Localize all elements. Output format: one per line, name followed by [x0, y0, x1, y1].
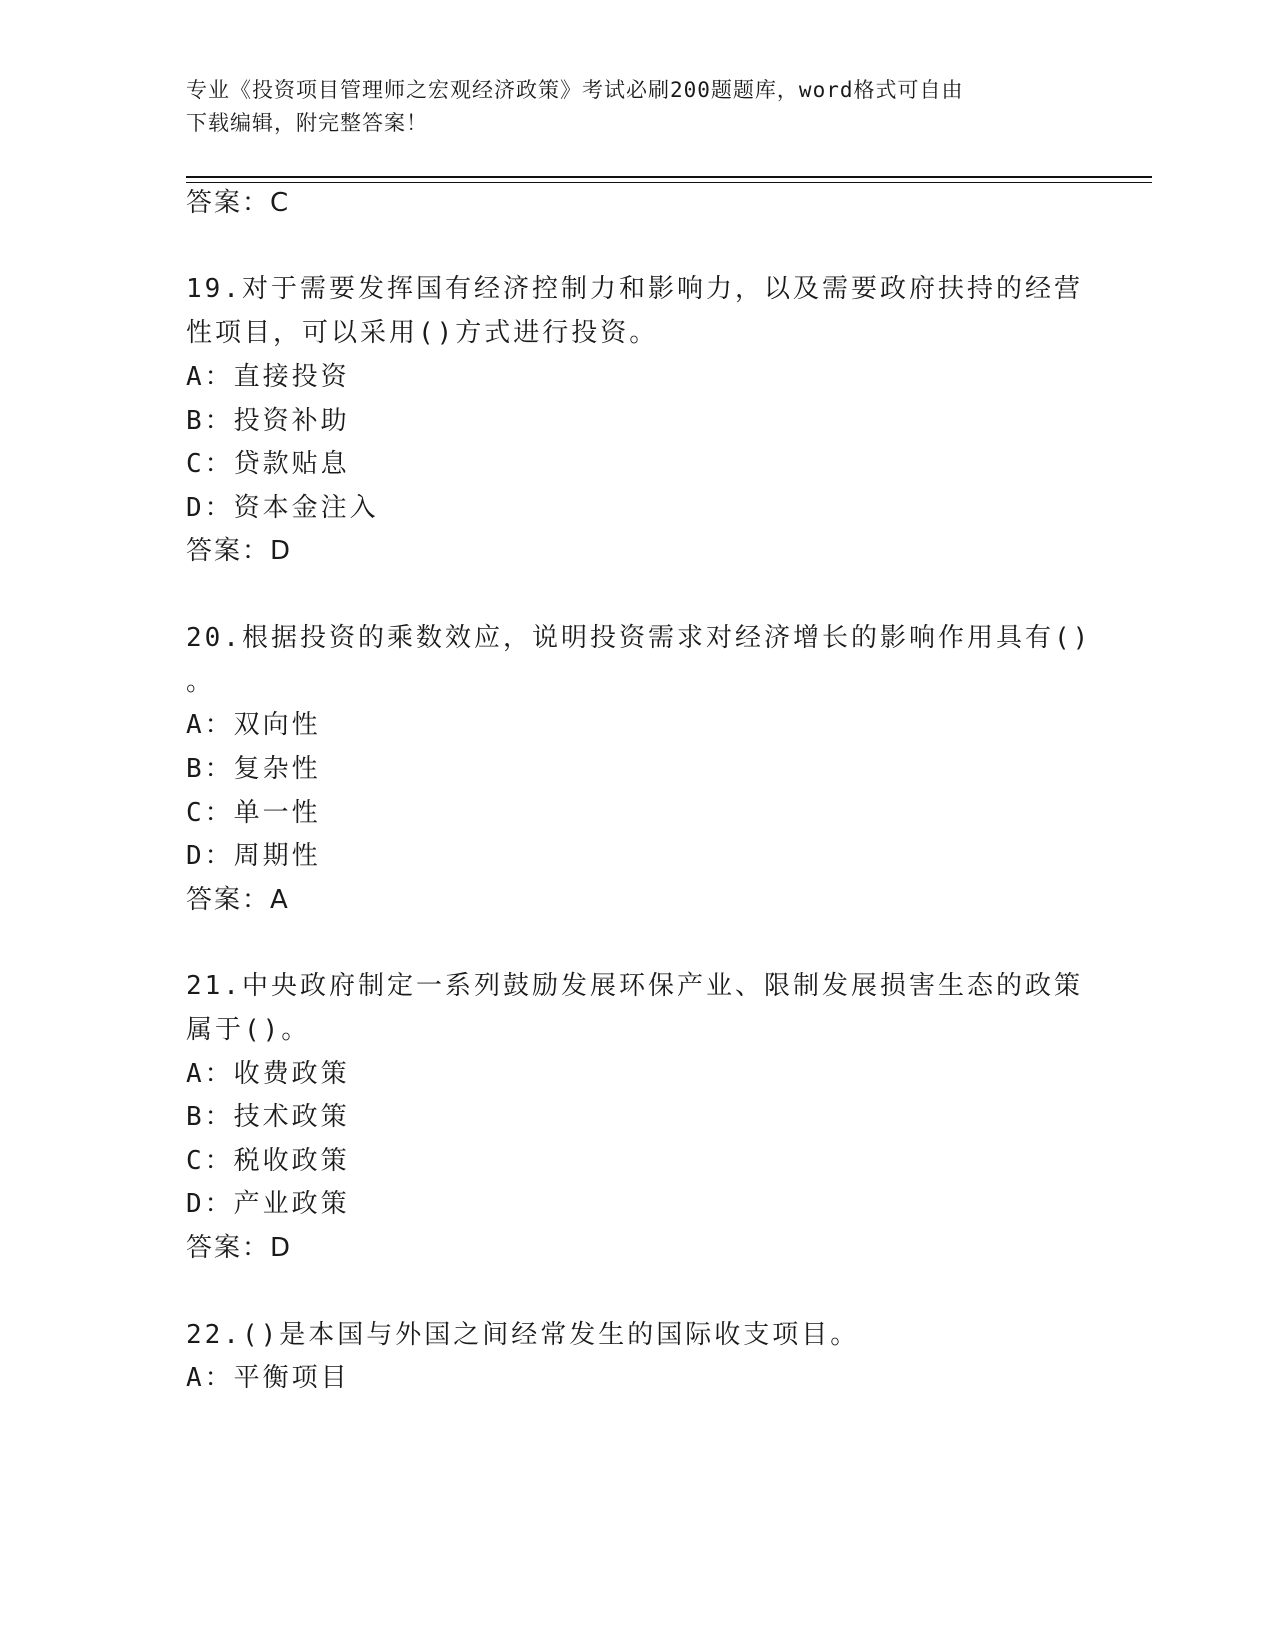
answer-prev: 答案：C [186, 188, 291, 218]
q21-answer: 答案：D [186, 1233, 293, 1263]
q19-option-c: C：贷款贴息 [186, 449, 350, 479]
q19-answer: 答案：D [186, 536, 293, 566]
q22-option-a: A：平衡项目 [186, 1363, 350, 1393]
q20-option-a: A：双向性 [186, 710, 321, 740]
q21-stem-line-1: 21.中央政府制定一系列鼓励发展环保产业、限制发展损害生态的政策 [186, 971, 1083, 1001]
q20-answer: 答案：A [186, 885, 290, 915]
q22-stem-line-1: 22.()是本国与外国之间经常发生的国际收支项目。 [186, 1320, 860, 1350]
q21-option-b: B：技术政策 [186, 1102, 350, 1132]
q19-option-d: D：资本金注入 [186, 493, 379, 523]
header-divider-thick [186, 176, 1152, 178]
q19-stem-line-1: 19.对于需要发挥国有经济控制力和影响力，以及需要政府扶持的经营 [186, 274, 1083, 304]
q20-stem-line-2: 。 [186, 667, 216, 697]
document-header [186, 74, 1066, 140]
q21-option-d: D：产业政策 [186, 1189, 350, 1219]
q19-option-a: A：直接投资 [186, 362, 350, 392]
header-line-1: 专业《投资项目管理师之宏观经济政策》考试必刷200题题库，word格式可自由 [186, 78, 964, 102]
q20-stem-line-1: 20.根据投资的乘数效应，说明投资需求对经济增长的影响作用具有() [186, 623, 1092, 653]
q19-option-b: B：投资补助 [186, 406, 350, 436]
q21-option-c: C：税收政策 [186, 1146, 350, 1176]
q21-stem-line-2: 属于()。 [186, 1015, 311, 1045]
q20-option-c: C：单一性 [186, 798, 321, 828]
q20-option-d: D：周期性 [186, 841, 321, 871]
header-divider-thin [186, 182, 1152, 183]
header-line-2: 下载编辑，附完整答案！ [186, 111, 428, 135]
q20-option-b: B：复杂性 [186, 754, 321, 784]
q19-stem-line-2: 性项目，可以采用()方式进行投资。 [186, 318, 659, 348]
q21-option-a: A：收费政策 [186, 1059, 350, 1089]
